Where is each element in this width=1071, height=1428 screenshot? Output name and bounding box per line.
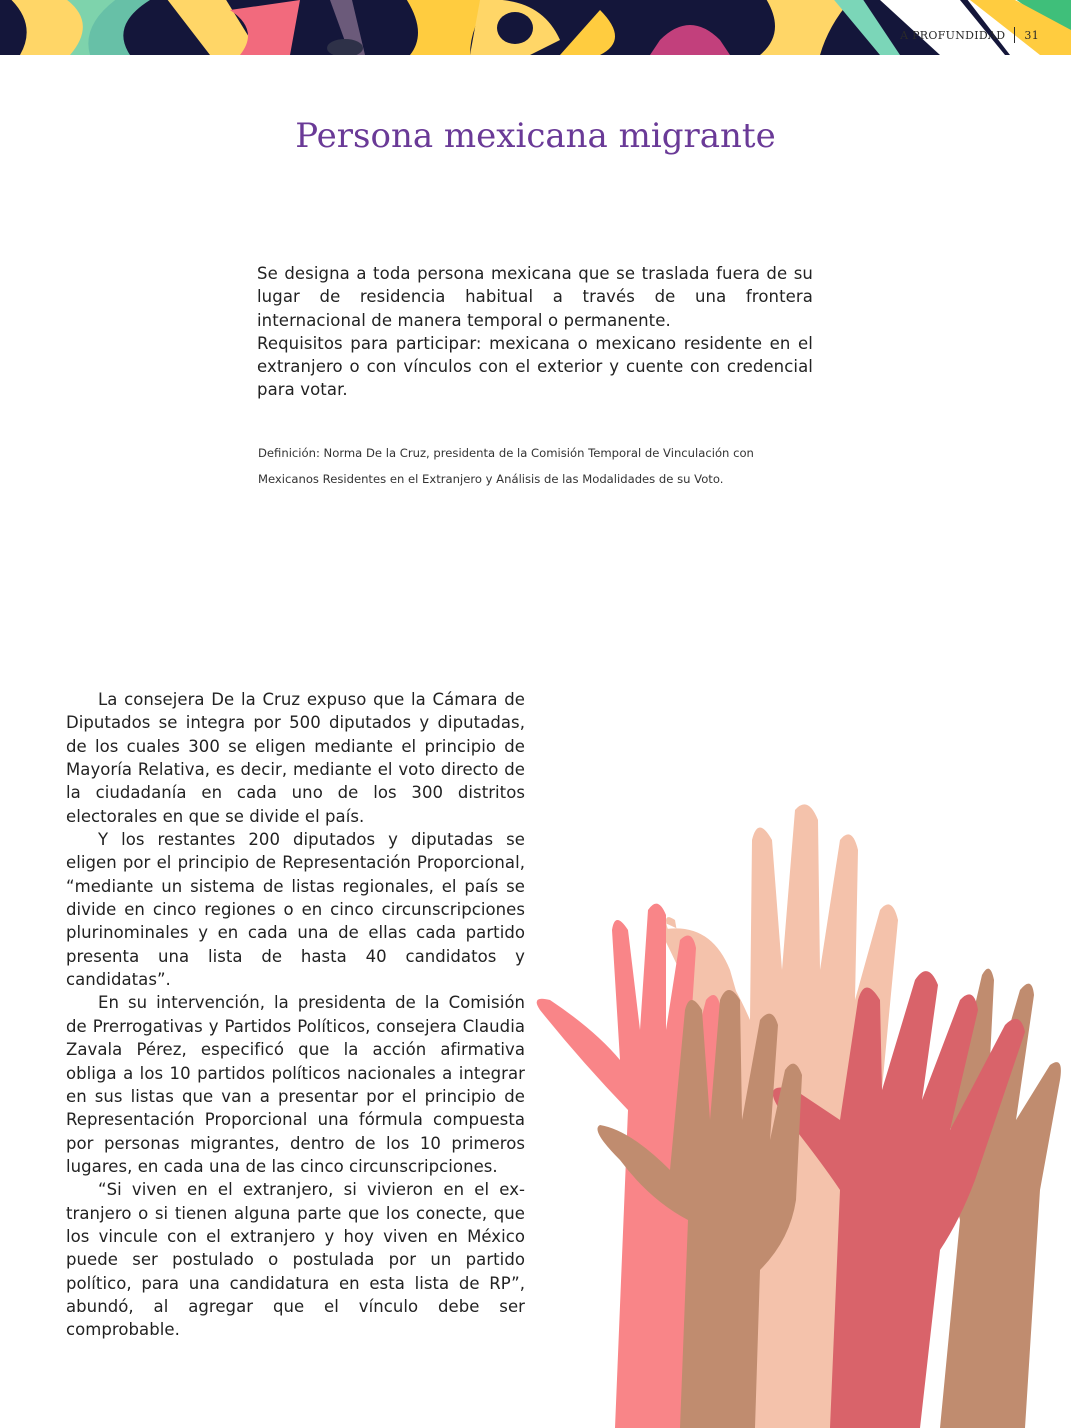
definition-text: Se designa a toda persona mexicana que se traslada fuera de su lugar de residencia habitual a través de una frontera internacional de manera temporal o permanente. xyxy=(257,264,813,330)
requirements-text: Requisitos para participar: mexicana o mexicano residente en el extranjero o con vínculos con el exterior y cuente con credencial para votar. xyxy=(257,333,813,400)
body-paragraph: Y los restantes 200 diputados y diputadas se eligen por el principio de Representación Proporcional, “mediante un sistema de listas regionales, el país se divide en cinco regiones o en cinco circunscripciones plurinominales y en cada una de ellas cada partido presenta una lista de hasta 40 candidatos y candidatas”. xyxy=(66,830,525,990)
header-divider xyxy=(1014,27,1015,43)
definition-source: Definición: Norma De la Cruz, presidenta de la Comisión Temporal de Vinculación con Mexicanos Residentes en el Extranjero y Análisis de las Modalidades de su Voto. xyxy=(258,446,754,486)
section-label: A PROFUNDIDAD xyxy=(900,28,1006,42)
raised-hands-illustration xyxy=(520,800,1071,1428)
page-title: Persona mexicana migrante xyxy=(295,116,776,156)
page-number: 31 xyxy=(1024,28,1039,42)
article-body xyxy=(66,688,525,1342)
body-paragraph: “Si viven en el extranjero, si vivieron en el extranjero o si tienen alguna parte que los conecte, que los vincule con el extranjero y hoy viven en México puede ser postulado o postulada por un partido político, para una candidatura en esta lista de RP”, abundó, al agregar que el vínculo debe ser comprobable. xyxy=(66,1180,525,1340)
body-paragraph: En su intervención, la presidenta de la Comisión de Prerrogativas y Partidos Políticos, consejera Claudia Zavala Pérez, especificó que la acción afirmativa obliga a los 10 partidos políticos nacionales a integrar en sus listas que van a presentar por el principio de Representación Proporcional una fórmula compuesta por personas migrantes, dentro de los 10 primeros lugares, en cada una de las cinco circunscripciones. xyxy=(66,993,525,1176)
body-paragraph: La consejera De la Cruz expuso que la Cámara de Diputados se integra por 500 diputados y diputadas, de los cuales 300 se eligen mediante el principio de Mayoría Relativa, es decir, mediante el voto directo de la ciudadanía en cada uno de los 300 distritos electorales en que se divide el país. xyxy=(66,690,525,826)
definition-block xyxy=(257,262,813,402)
running-header xyxy=(900,26,1039,44)
